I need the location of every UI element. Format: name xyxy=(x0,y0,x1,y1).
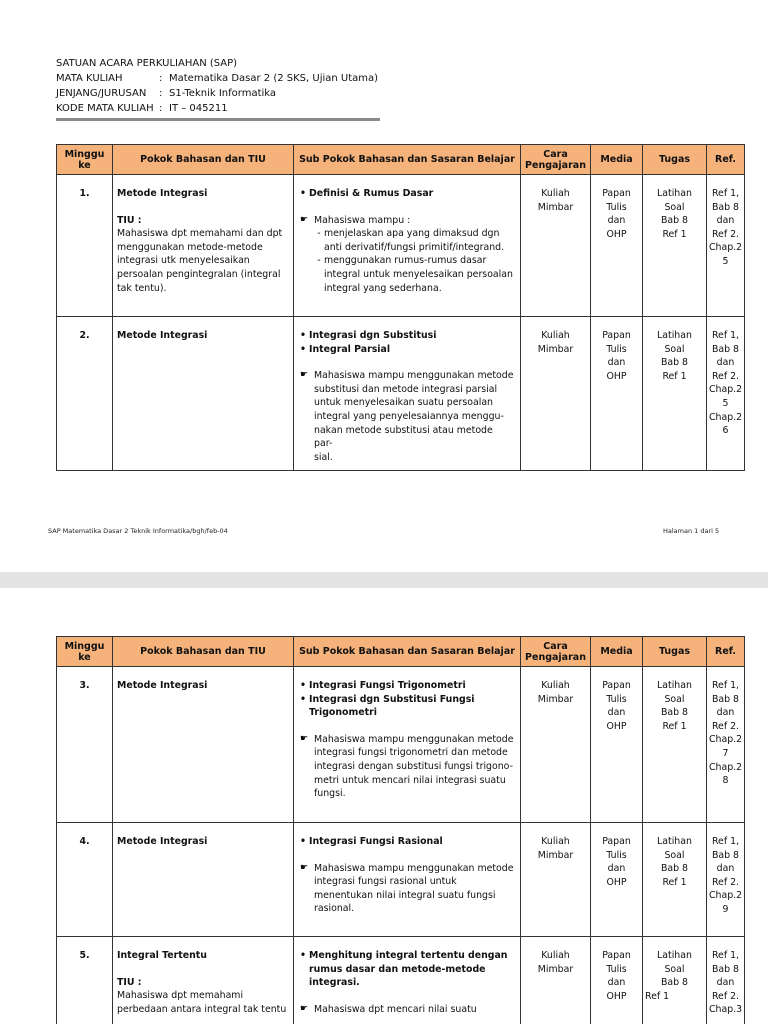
pokok-bahasan: Metode Integrasi TIU : Mahasiswa dpt memahami dan dpt menggunakan metode-metode integrasi utk menyelesaikan persoalan pengintegralan (integral tak tentu). xyxy=(113,175,294,317)
page-break xyxy=(0,572,768,588)
list-item: • Definisi & Rumus Dasar xyxy=(300,188,434,199)
table-row xyxy=(57,667,745,823)
table-header-row xyxy=(57,145,745,175)
week-number: 4. xyxy=(57,823,113,937)
list-item: • Integrasi dgn Substitusi Fungsi xyxy=(300,693,475,705)
document-header xyxy=(56,56,378,116)
col-tugas: Tugas xyxy=(643,145,707,175)
week-number: 1. xyxy=(57,175,113,317)
header-row-jenjang: JENJANG/JURUSAN : S1-Teknik Informatika xyxy=(56,88,277,99)
col-pokok: Pokok Bahasan dan TIU xyxy=(113,637,294,667)
media: Papan Tulis dan OHP xyxy=(591,175,643,317)
bullet-icon: • xyxy=(300,836,306,847)
list-item: • Menghitung integral tertentu dengan xyxy=(300,950,508,961)
week-number: 3. xyxy=(57,667,113,823)
col-cara: Cara Pengajaran xyxy=(521,637,591,667)
table-row xyxy=(57,317,745,471)
col-sub: Sub Pokok Bahasan dan Sasaran Belajar xyxy=(294,145,521,175)
bullet-icon: • xyxy=(300,680,306,691)
media: Papan Tulis dan OHP xyxy=(591,667,643,823)
list-item: • Integral Parsial xyxy=(300,343,391,355)
bullet-icon: • xyxy=(300,693,306,705)
header-row-kode: KODE MATA KULIAH : IT – 045211 xyxy=(56,103,228,114)
col-sub: Sub Pokok Bahasan dan Sasaran Belajar xyxy=(294,637,521,667)
tiu-label: TIU : xyxy=(117,976,142,988)
referensi: Ref 1, Bab 8 dan Ref 2. Chap.2 7 Chap.2 8 xyxy=(707,667,745,823)
bullet-icon: • xyxy=(300,188,306,199)
media: Papan Tulis dan OHP xyxy=(591,317,643,471)
pokok-bahasan: Metode Integrasi xyxy=(113,667,294,823)
bullet-icon: • xyxy=(300,343,306,355)
list-item: • Integrasi Fungsi Rasional xyxy=(300,836,443,847)
cara-pengajaran: Kuliah Mimbar xyxy=(521,175,591,317)
referensi: Ref 1, Bab 8 dan Ref 2. Chap.2 5 xyxy=(707,175,745,317)
col-pokok: Pokok Bahasan dan TIU xyxy=(113,145,294,175)
list-item: ☛ Mahasiswa mampu menggunakan metode integrasi fungsi rasional untuk menentukan nilai integral suatu fungsi rasional. xyxy=(300,862,514,915)
week-number: 2. xyxy=(57,317,113,471)
pointing-hand-icon: ☛ xyxy=(300,862,309,873)
cara-pengajaran: Kuliah Mimbar xyxy=(521,317,591,471)
cara-pengajaran: Kuliah Mimbar xyxy=(521,667,591,823)
col-media: Media xyxy=(591,637,643,667)
footer-page-number: Halaman 1 dari 5 xyxy=(663,527,720,535)
footer-left: SAP Matematika Dasar 2 Teknik Informatika/bgh/feb-04 xyxy=(48,527,228,535)
pointing-hand-icon: ☛ xyxy=(300,1003,309,1014)
table-header-row xyxy=(57,637,745,667)
list-item: ☛ Mahasiswa mampu menggunakan metode substitusi dan metode integrasi parsial untuk menyelesaikan suatu persoalan integral yang penyelesaiannya menggu- nakan metode substitusi atau metode par- sial. xyxy=(300,370,514,463)
table-row xyxy=(57,823,745,937)
header-divider xyxy=(56,118,380,121)
col-media: Media xyxy=(591,145,643,175)
pointing-hand-icon: ☛ xyxy=(300,733,309,744)
sub-pokok-bahasan: • Integrasi Fungsi Trigonometri • Integrasi dgn Substitusi Fungsi Trigonometri ☛ Mahasiswa mampu menggunakan metode integrasi fungsi trigonometri dan metode integrasi dengan substitusi fungsi trigono- metri untuk mencari nilai integrasi suatu fungsi. xyxy=(294,667,521,823)
sub-pokok-bahasan: • Definisi & Rumus Dasar ☛ Mahasiswa mampu : - menjelaskan apa yang dimaksud dgn anti derivatif/fungsi primitif/integrand. - menggunakan rumus-rumus dasar integral untuk menyelesaikan persoalan integral yang sederhana. xyxy=(294,175,521,317)
tugas: Latihan Soal Bab 8 Ref 1 xyxy=(643,823,707,937)
sub-pokok-bahasan: • Menghitung integral tertentu dengan rumus dasar dan metode-metode integrasi. ☛ Mahasiswa dpt mencari nilai suatu xyxy=(294,937,521,1024)
table-row xyxy=(57,937,745,1024)
col-tugas: Tugas xyxy=(643,637,707,667)
pokok-bahasan: Metode Integrasi xyxy=(113,823,294,937)
table-row xyxy=(57,175,745,317)
bullet-icon: • xyxy=(300,330,306,341)
list-item: • Integrasi Fungsi Trigonometri xyxy=(300,680,466,691)
list-item: ☛ Mahasiswa mampu menggunakan metode integrasi fungsi trigonometri dan metode integrasi dengan substitusi fungsi trigono- metri untuk mencari nilai integrasi suatu fungsi. xyxy=(300,733,514,800)
pointing-hand-icon: ☛ xyxy=(300,214,309,225)
sap-table-page-2 xyxy=(56,636,745,1024)
sub-pokok-bahasan xyxy=(294,823,521,937)
pokok-bahasan: Integral Tertentu TIU : Mahasiswa dpt memahami perbedaan antara integral tak tentu xyxy=(113,937,294,1024)
col-ref: Ref. xyxy=(707,637,745,667)
list-item: ☛ Mahasiswa dpt mencari nilai suatu xyxy=(300,1003,477,1015)
col-cara: Cara Pengajaran xyxy=(521,145,591,175)
media: Papan Tulis dan OHP xyxy=(591,937,643,1024)
media: Papan Tulis dan OHP xyxy=(591,823,643,937)
page-2 xyxy=(0,588,768,1024)
cara-pengajaran: Kuliah Mimbar xyxy=(521,823,591,937)
col-minggu: Minggu ke xyxy=(57,637,113,667)
cara-pengajaran: Kuliah Mimbar xyxy=(521,937,591,1024)
tiu-label: TIU : xyxy=(117,214,142,226)
pointing-hand-icon: ☛ xyxy=(300,370,309,381)
tugas: Latihan Soal Bab 8 Ref 1 xyxy=(643,175,707,317)
col-minggu: Minggu ke xyxy=(57,145,113,175)
pokok-bahasan: Metode Integrasi xyxy=(113,317,294,471)
sap-table-page-1 xyxy=(56,144,745,471)
list-item: • Integrasi dgn Substitusi xyxy=(300,330,437,341)
document-title: SATUAN ACARA PERKULIAHAN (SAP) xyxy=(56,58,238,69)
week-number: 5. xyxy=(57,937,113,1024)
tugas: Latihan Soal Bab 8 Ref 1 xyxy=(643,667,707,823)
col-ref: Ref. xyxy=(707,145,745,175)
referensi: Ref 1, Bab 8 dan Ref 2. Chap.2 5 Chap.2 6 xyxy=(707,317,745,471)
list-item: ☛ Mahasiswa mampu : xyxy=(300,214,411,226)
sub-pokok-bahasan xyxy=(294,317,521,471)
referensi: Ref 1, Bab 8 dan Ref 2. Chap.3 xyxy=(707,937,745,1024)
tugas: Latihan Soal Bab 8 Ref 1 xyxy=(643,937,707,1024)
referensi: Ref 1, Bab 8 dan Ref 2. Chap.2 9 xyxy=(707,823,745,937)
header-row-mata-kuliah: MATA KULIAH : Matematika Dasar 2 (2 SKS, Ujian Utama) xyxy=(56,73,379,84)
bullet-icon: • xyxy=(300,950,306,961)
tugas: Latihan Soal Bab 8 Ref 1 xyxy=(643,317,707,471)
